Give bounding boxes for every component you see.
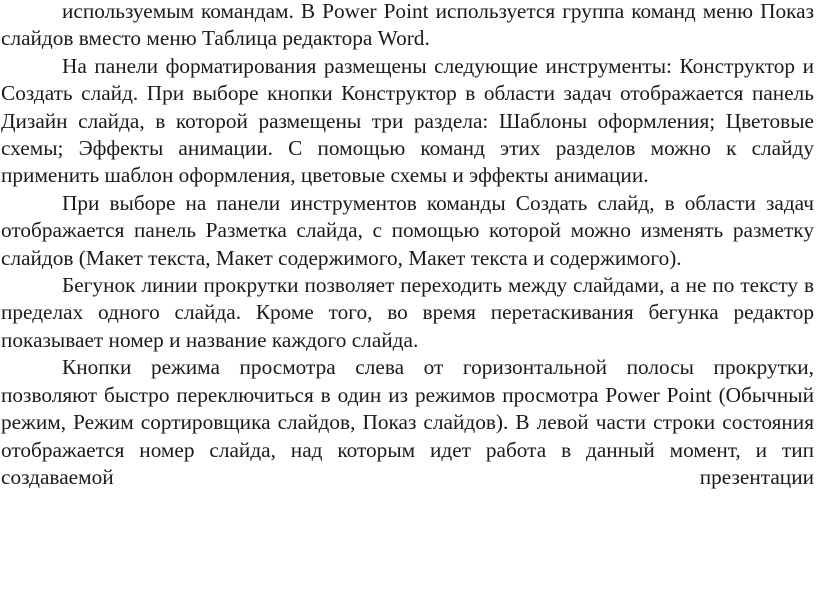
- paragraph-4: Бегунок линии прокрутки позволяет переходить между слайдами, а не по тексту в пределах одного слайда. Кроме того, во время перетаскивания бегунка редактор показывает номер и название каждого слайда.: [1, 273, 814, 352]
- paragraph-5: Кнопки режима просмотра слева от горизонтальной полосы прокрутки, позволяют быстро переключиться в один из режимов просмотра Power Point (Обычный режим, Режим сортировщика слайдов, Показ слайдов). В левой части строки состояния отображается номер слайда, над которым идет работа в данный момент, и тип создаваемой презентации: [1, 355, 814, 489]
- paragraph-1: используемым командам. В Power Point используется группа команд меню Показ слайдов вместо меню Таблица редактора Word.: [1, 0, 814, 51]
- paragraph-3: При выборе на панели инструментов команды Создать слайд, в области задач отображается панель Разметка слайда, с помощью которой можно изменять разметку слайдов (Макет текста, Макет содержимого, Макет текста и содержимого).: [1, 190, 814, 270]
- paragraph-2: На панели форматирования размещены следующие инструменты: Конструктор и Создать слайд. При выборе кнопки Конструктор в области задач отображается панель Дизайн слайда, в которой размещены три раздела: Шаблоны оформления; Цветовые схемы; Эффекты анимации. С помощью команд этих разделов можно к слайду применить шаблон оформления, цветовые схемы и эффекты анимации.: [1, 53, 814, 188]
- document-page: [1, 0, 814, 491]
